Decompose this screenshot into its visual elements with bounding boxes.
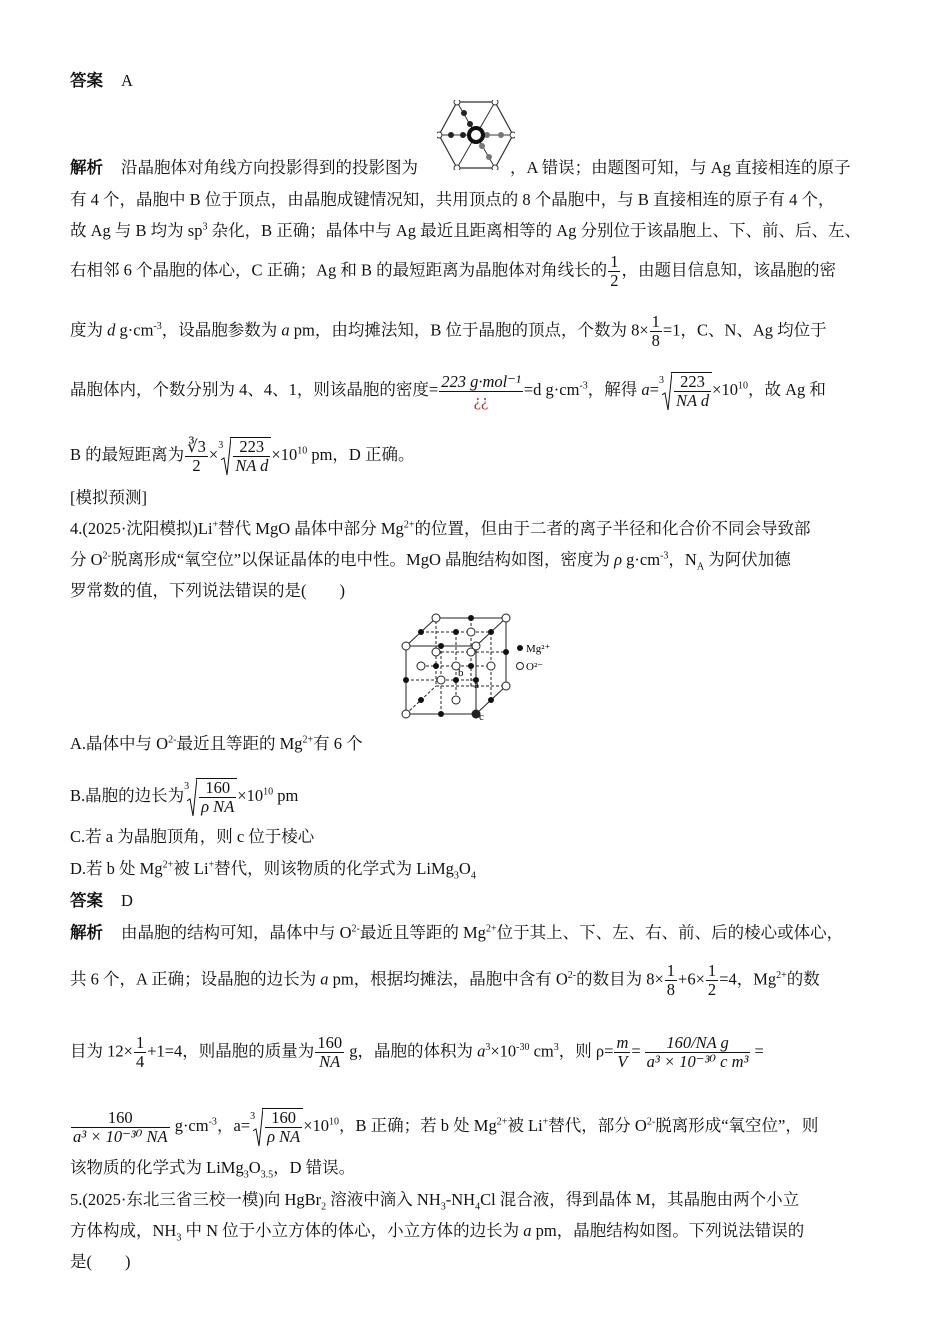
text: 替代，部分 O — [548, 1115, 647, 1135]
text: ×10 — [237, 785, 264, 805]
section-heading — [70, 487, 147, 509]
text: 有 4 个，晶胞中 B 位于顶点，由晶胞成键情况知，共用顶点的 8 个晶胞中，与 B 直接相连的原子有 4 个， — [70, 190, 835, 209]
numerator: 1 — [707, 961, 717, 980]
text: B 的最短距离为 — [70, 444, 185, 464]
text: 由晶胞的结构可知，晶体中与 O — [121, 923, 352, 942]
superscript: -3 — [153, 320, 162, 332]
denominator: 2 — [610, 271, 619, 290]
subscript: 2 — [321, 1201, 327, 1213]
subscript: 4 — [475, 1201, 481, 1213]
text: ×10 — [490, 1041, 517, 1061]
analysis1-line-6 — [70, 372, 826, 410]
numerator: 160 — [265, 1109, 302, 1128]
superscript: 3 — [202, 221, 208, 233]
big-fraction — [645, 1034, 751, 1071]
superscript: 10 — [297, 445, 308, 457]
denominator: 2 — [192, 455, 201, 475]
superscript: 2+ — [496, 1116, 508, 1128]
text: pm，根据均摊法，晶胞中含有 O — [328, 969, 568, 989]
text: 中 N 位于小立方体的体心，小立方体的边长为 — [181, 1221, 524, 1240]
q4-option-c — [70, 826, 314, 848]
fraction-eighth — [650, 313, 662, 350]
text: 最近且等距的 Mg — [176, 734, 303, 753]
denominator: ρ NA — [267, 1127, 301, 1146]
q4-line-3 — [70, 580, 345, 602]
fraction — [315, 1034, 344, 1071]
var-a: a — [320, 969, 329, 989]
superscript: 2+ — [302, 734, 314, 746]
superscript: 2+ — [485, 923, 497, 935]
label-b: b — [458, 667, 464, 679]
section-title: [模拟预测] — [70, 488, 147, 507]
text: 度为 — [70, 320, 108, 340]
fraction — [706, 962, 718, 999]
var-a: a — [641, 379, 650, 399]
text: 替代 MgO 晶体中部分 Mg — [218, 519, 404, 538]
superscript: -3 — [660, 550, 669, 562]
text: cm — [529, 1041, 554, 1061]
fraction — [665, 962, 677, 999]
cube-root — [250, 1108, 303, 1146]
text: 晶胞体内，个数分别为 4、4、1，则该晶胞的密度= — [70, 379, 439, 399]
superscript: 10 — [263, 786, 274, 798]
text: pm — [273, 785, 299, 805]
legend-o: O²⁻ — [526, 661, 544, 673]
text: 故 Ag 与 B 均为 sp — [70, 221, 203, 240]
analysis1-line-7 — [70, 437, 414, 475]
denominator: ρ NA — [201, 797, 235, 816]
superscript: 2- — [168, 734, 177, 746]
analysis-label: 解析 — [70, 158, 103, 177]
text: × — [208, 444, 219, 464]
text: ×10 — [303, 1115, 330, 1135]
text: 位于其上、下、左、右、前、后的棱心或体心， — [496, 923, 844, 942]
text: 最近且等距的 Mg — [359, 923, 486, 942]
text: D.若 b 处 Mg — [70, 859, 163, 878]
cube-root — [184, 778, 237, 816]
answer-value: A — [121, 71, 133, 90]
text: ，B 正确；若 b 处 Mg — [339, 1115, 497, 1135]
radical-sign — [662, 372, 672, 410]
superscript: -3 — [208, 1116, 217, 1128]
denominator: NA d — [235, 456, 269, 475]
denominator: 2 — [707, 980, 717, 999]
text: 5.(2025·东北三省三校一模)向 HgBr — [70, 1190, 322, 1209]
text: =4，Mg — [719, 969, 777, 989]
root-fraction — [265, 1109, 302, 1146]
numerator: 1 — [135, 1033, 145, 1052]
denominator: ¿¿ — [473, 390, 489, 410]
root-fraction — [199, 779, 236, 816]
text: 被 Li — [507, 1115, 543, 1135]
fraction — [134, 1034, 146, 1071]
superscript: 10 — [329, 1116, 340, 1128]
numerator: ∛3 — [187, 436, 206, 456]
density-fraction — [71, 1109, 170, 1146]
text: 共 6 个，A 正确；设晶胞的边长为 — [70, 969, 321, 989]
denominator: NA d — [675, 391, 710, 410]
text: ，故 Ag 和 — [747, 379, 826, 399]
answer-line-2 — [70, 890, 133, 912]
mgo-crystal-figure — [394, 608, 564, 726]
text: Cl 混合液，得到晶体 M，其晶胞由两个小立 — [480, 1190, 800, 1209]
text: 溶液中滴入 NH — [326, 1190, 441, 1209]
var-a: a — [523, 1221, 532, 1240]
text: = — [649, 379, 659, 399]
text: =1，C、N、Ag 均位于 — [662, 320, 827, 340]
analysis2-line-1 — [70, 922, 843, 944]
label-a: a — [474, 679, 479, 691]
q5-line-3 — [70, 1251, 131, 1273]
text: ，解得 — [587, 379, 642, 399]
subscript: 3 — [453, 870, 459, 882]
text: B.晶胞的边长为 — [70, 785, 185, 805]
analysis2-line-4 — [70, 1108, 818, 1146]
denominator: NA — [319, 1052, 341, 1071]
text: pm，晶胞结构如图。下列说法错误的 — [531, 1221, 805, 1240]
text: pm，由均摊法知，B 位于晶胞的顶点，个数为 8× — [289, 320, 649, 340]
q4-option-b — [70, 778, 298, 816]
analysis1-line-5 — [70, 313, 827, 350]
label-c: c — [479, 711, 484, 723]
var-rho: ρ — [614, 550, 623, 569]
denominator: V — [617, 1052, 628, 1071]
text: ，N — [668, 550, 697, 569]
var-a: a — [477, 1041, 486, 1061]
numerator: 1 — [651, 312, 660, 331]
text: 的数目为 8× — [576, 969, 664, 989]
numerator: 1 — [666, 961, 676, 980]
text: ，A 错误；由题图可知，与 Ag 直接相连的原子 — [510, 158, 851, 177]
superscript: 3 — [553, 1041, 559, 1053]
superscript: 2+ — [776, 969, 787, 981]
root-fraction — [674, 373, 711, 410]
text: 右相邻 6 个晶胞的体心，C 正确；Ag 和 B 的最短距离为晶胞体对角线长的 — [70, 260, 608, 280]
subscript: A — [696, 561, 705, 573]
answer-label: 答案 — [70, 71, 103, 90]
text: ，a= — [216, 1115, 251, 1135]
root-index: 3 — [184, 781, 190, 792]
answer-line-1 — [70, 70, 133, 92]
text: =d g·cm — [523, 379, 580, 399]
var-d: d — [107, 320, 116, 340]
text: +1=4，则晶胞的质量为 — [147, 1041, 315, 1061]
superscript: 2- — [567, 969, 577, 981]
answer-label: 答案 — [70, 891, 103, 910]
text: 有 6 个 — [313, 734, 363, 753]
radical-sign — [253, 1108, 263, 1146]
legend-mg: Mg²⁺ — [526, 643, 551, 655]
analysis1-line-4 — [70, 253, 836, 290]
text: 是( ) — [70, 1252, 131, 1271]
numerator: 223 g·mol⁻¹ — [441, 371, 521, 391]
text: 杂化，B 正确；晶体中与 Ag 最近且距离相等的 Ag 分别位于该晶胞上、下、前、后、左、 — [207, 221, 862, 240]
superscript: 2+ — [162, 859, 174, 871]
text: = — [754, 1041, 764, 1061]
superscript: 2- — [102, 550, 111, 562]
superscript: + — [212, 519, 219, 531]
q4-option-d — [70, 858, 476, 880]
denominator: a³ × 10⁻³⁰ c m³ — [646, 1052, 749, 1071]
denominator: 8 — [666, 980, 676, 999]
text: A.晶体中与 O — [70, 734, 169, 753]
denominator: a³ × 10⁻³⁰ NA — [73, 1126, 168, 1146]
superscript: + — [208, 859, 215, 871]
denominator: 8 — [651, 331, 660, 350]
denominator: 4 — [135, 1052, 145, 1071]
answer-value: D — [121, 891, 133, 910]
q4-line-2 — [70, 549, 791, 571]
q5-line-2 — [70, 1220, 804, 1242]
analysis2-line-5 — [70, 1157, 355, 1179]
legend-mg-marker — [517, 645, 523, 651]
superscript: -30 — [516, 1041, 530, 1053]
q5-line-1 — [70, 1189, 799, 1211]
subscript: 3.5 — [260, 1169, 274, 1181]
text: 为阿伏加德 — [704, 550, 791, 569]
text: ×10 — [712, 379, 738, 399]
superscript: 2+ — [403, 519, 415, 531]
analysis1-line-2 — [70, 189, 835, 211]
text: 罗常数的值，下列说法错误的是( ) — [70, 581, 345, 600]
q4-line-1 — [70, 518, 810, 540]
text: O — [458, 859, 471, 878]
text: g·cm — [622, 550, 661, 569]
text: 4.(2025·沈阳模拟)Li — [70, 519, 213, 538]
text: 沿晶胞体对角线方向投影得到的投影图为 — [121, 158, 418, 177]
text: g·cm — [170, 1115, 209, 1135]
text: pm，D 正确。 — [307, 444, 415, 464]
superscript: + — [542, 1116, 549, 1128]
superscript: -3 — [579, 380, 588, 392]
cube-root — [659, 372, 712, 410]
superscript: 3 — [485, 1041, 491, 1053]
numerator: 160 — [71, 1109, 170, 1128]
text: +6× — [678, 969, 705, 989]
text: g，晶胞的体积为 — [345, 1041, 478, 1061]
analysis2-line-2 — [70, 962, 820, 999]
text: 替代，则该物质的化学式为 LiMg — [214, 859, 454, 878]
numerator: 1 — [610, 252, 619, 271]
text: 目为 12× — [70, 1041, 133, 1061]
text: ，则 ρ= — [558, 1041, 614, 1061]
superscript: 2- — [646, 1116, 656, 1128]
radical-sign — [187, 778, 197, 816]
numerator: 160 — [317, 1033, 343, 1052]
text: 方体构成，NH — [70, 1221, 177, 1240]
distance-fraction — [185, 438, 208, 475]
text: C.若 a 为晶胞顶角，则 c 位于棱心 — [70, 827, 315, 846]
text: ，设晶胞参数为 — [161, 320, 282, 340]
subscript: 3 — [243, 1169, 249, 1181]
radical-sign — [221, 437, 231, 475]
text: 脱离形成“氧空位”，则 — [655, 1115, 819, 1135]
subscript: 4 — [470, 870, 476, 882]
text: -NH — [445, 1190, 476, 1209]
text: 分 O — [70, 550, 103, 569]
text: O — [248, 1158, 261, 1177]
cube-root — [218, 437, 271, 475]
superscript: 10 — [737, 380, 748, 392]
root-fraction — [233, 438, 270, 475]
analysis-label: 解析 — [70, 923, 103, 942]
text: ，D 错误。 — [273, 1158, 356, 1177]
text: = — [631, 1041, 641, 1061]
root-index: 3 — [658, 375, 664, 386]
numerator: m — [616, 1033, 629, 1052]
density-fraction — [439, 373, 523, 410]
text: 该物质的化学式为 LiMg — [70, 1158, 244, 1177]
numerator: 160/NA g — [645, 1034, 751, 1053]
analysis1-line-1 — [70, 157, 851, 179]
fraction-half — [608, 253, 620, 290]
subscript: 3 — [176, 1232, 182, 1244]
subscript: 3 — [440, 1201, 446, 1213]
numerator: 160 — [199, 779, 236, 798]
var-a: a — [281, 320, 290, 340]
root-index: 3 — [218, 440, 224, 451]
numerator: 223 — [674, 373, 711, 392]
legend-o-marker — [517, 663, 524, 670]
fraction-m-v — [614, 1034, 630, 1071]
text: g·cm — [115, 320, 154, 340]
text: 的数 — [786, 969, 820, 989]
numerator: 223 — [233, 438, 270, 457]
q4-option-a — [70, 733, 363, 755]
text: 被 Li — [173, 859, 209, 878]
text: 的位置，但由于二者的离子半径和化合价不同会导致部 — [414, 519, 811, 538]
analysis2-line-3 — [70, 1034, 764, 1071]
analysis1-line-3 — [70, 220, 861, 242]
root-index: 3 — [250, 1111, 256, 1122]
superscript: 2- — [351, 923, 360, 935]
text: ，由题目信息知，该晶胞的密 — [621, 260, 836, 280]
text: ×10 — [271, 444, 298, 464]
text: 脱离形成“氧空位”以保证晶体的电中性。MgO 晶胞结构如图，密度为 — [110, 550, 615, 569]
